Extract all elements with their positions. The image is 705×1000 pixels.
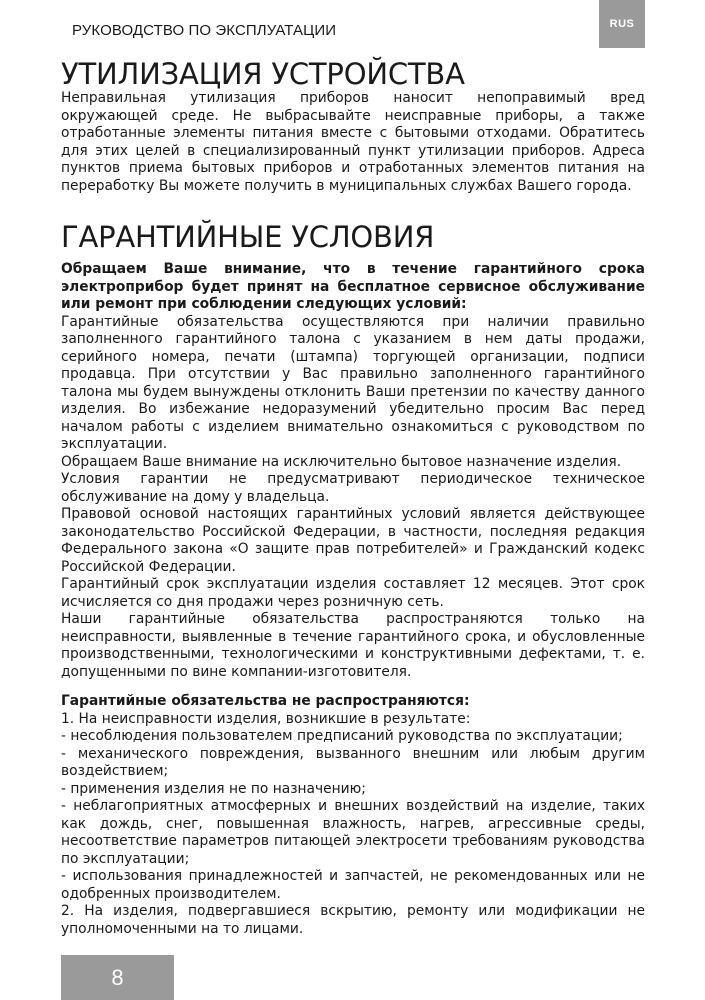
warranty-paragraph: Правовой основой настоящих гарантийных условий является действующее законодательство Российской Федерации, в частности, последняя редакция Федерального закона «О защите прав потребителей» и Гражданский кодекс Российской Федерации. [61,506,645,575]
page-number: 8 [61,955,174,1000]
warranty-paragraph: Условия гарантии не предусматривают периодическое техническое обслуживание на дому у владельца. [61,471,645,505]
exclusion-item: - неблагоприятных атмосферных и внешних воздействий на изделие, таких как дождь, снег, повышенная влажность, нагрев, агрессивные среды, несоответствие параметров питающей электросети требованиям руководства по эксплуатации; [61,798,645,867]
exclusion-item: - несоблюдения пользователем предписаний руководства по эксплуатации; [61,728,623,744]
warranty-paragraph: Гарантийные обязательства осуществляются при наличии правильно заполненного гарантийного талона с указанием в нем даты продажи, серийного номера, печати (штампа) торгующей организации, подписи продавца. При отсутствии у Вас правильно заполненного гарантийного талона мы будем вынуждены отклонить Ваши претензии по качеству данного изделия. Во избежание недоразумений убедительно просим Вас перед началом работы с изделием внимательно ознакомиться с руководством по эксплуатации. [61,313,645,452]
language-badge: RUS [599,0,645,48]
warranty-paragraph: Гарантийный срок эксплуатации изделия составляет 12 месяцев. Этот срок исчисляется со дня продажи через розничную сеть. [61,576,645,610]
warranty-paragraph: Обращаем Ваше внимание на исключительно бытовое назначение изделия. [61,453,622,470]
warranty-heading: ГАРАНТИЙНЫЕ УСЛОВИЯ [61,220,435,254]
exclusion-item: - использования принадлежностей и запчастей, не рекомендованных или не одобренных производителем. [61,868,645,902]
exclusions-heading: Гарантийные обязательства не распространяются: [61,693,470,709]
exclusion-item: - механического повреждения, вызванного внешним или любым другим воздействием; [61,745,645,779]
exclusion-item: 1. На неисправности изделия, возникшие в результате: [61,710,471,727]
exclusion-item: - применения изделия не по назначению; [61,780,366,797]
disposal-text: Неправильная утилизация приборов наносит непоправимый вред окружающей среде. Не выбрасывайте неисправные приборы, а также отработанные элементы питания вместе с бытовыми отходами. Обратитесь для этих целей в специализированный пункт утилизации приборов. Адреса пунктов приема бытовых приборов и отработанных элементов питания на переработку Вы можете получить в муниципальных службах Вашего города. [61,90,645,194]
warranty-paragraph: Наши гарантийные обязательства распространяются только на неисправности, выявленные в течение гарантийного срока, и обусловленные производственными, технологическими и конструктивными дефектами, т. е. допущенными по вине компании-изготовителя. [61,611,645,680]
running-header: РУКОВОДСТВО ПО ЭКСПЛУАТАЦИИ [72,22,337,39]
page-content [61,58,645,938]
exclusion-item: 2. На изделия, подвергавшиеся вскрытию, ремонту или модификации не уполномоченными на то лицами. [61,903,645,937]
disposal-heading: УТИЛИЗАЦИЯ УСТРОЙСТВА [61,57,465,91]
warranty-intro: Обращаем Ваше внимание, что в течение гарантийного срока электроприбор будет принят на бесплатное сервисное обслуживание или ремонт при соблюдении следующих условий: [61,261,645,312]
